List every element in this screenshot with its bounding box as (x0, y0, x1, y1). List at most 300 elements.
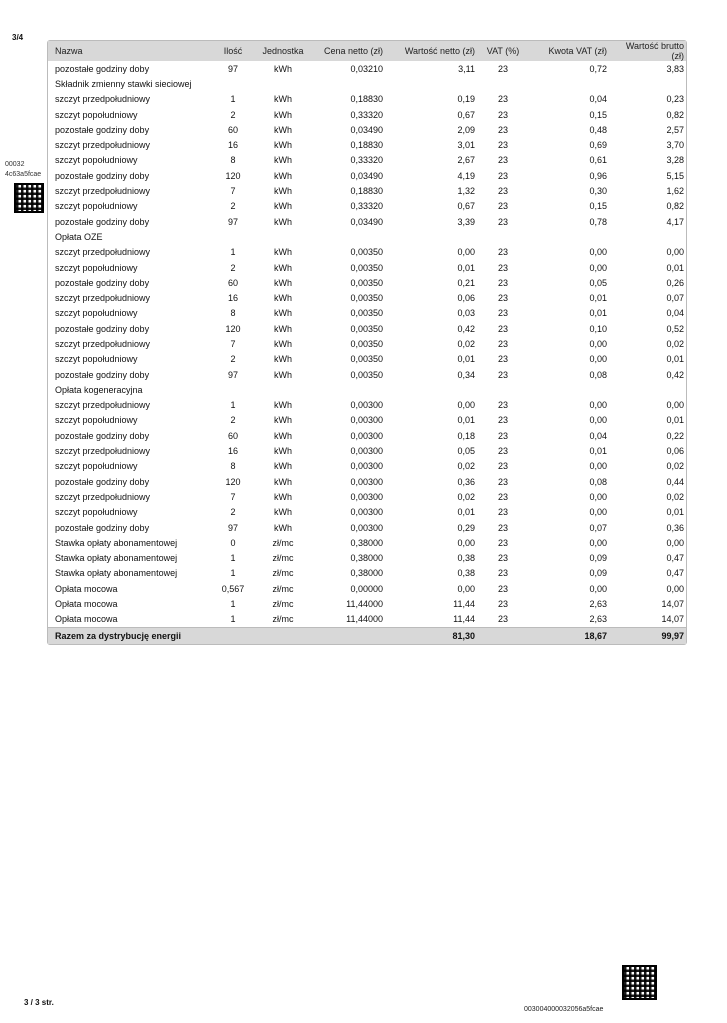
header-net-value: Wartość netto (zł) (385, 41, 477, 61)
cell-unit: kWh (274, 354, 292, 365)
cell-net-price: 0,00300 (350, 476, 383, 487)
cell-net-value: 0,29 (457, 522, 475, 533)
cell-gross-value: 0,23 (666, 94, 684, 105)
cell-name: pozostałe godziny doby (55, 522, 150, 533)
cell-unit: zł/mc (272, 537, 294, 548)
cell-net-value: 0,67 (457, 201, 475, 212)
cell-vat-amount: 2,63 (589, 614, 607, 625)
cell-unit: kWh (274, 338, 292, 349)
cell-unit: kWh (274, 522, 292, 533)
cell-gross-value: 0,02 (666, 338, 684, 349)
table-row (48, 443, 686, 458)
cell-unit: kWh (274, 186, 292, 197)
table-row (48, 474, 686, 489)
cell-gross-value: 0,00 (666, 400, 684, 411)
cell-quantity: 97 (227, 63, 238, 74)
cell-name: pozostałe godziny doby (55, 430, 150, 441)
cell-net-price: 0,00300 (350, 430, 383, 441)
cell-gross-value: 0,01 (666, 354, 684, 365)
cell-net-price: 0,03490 (350, 170, 383, 181)
cell-quantity: 1 (230, 247, 236, 258)
cell-unit: kWh (274, 94, 292, 105)
cell-gross-value: 1,62 (666, 186, 684, 197)
cell-net-value: 0,05 (457, 446, 475, 457)
total-net-value: 81,30 (385, 627, 477, 644)
header-unit: Jednostka (253, 41, 313, 61)
cell-vat-amount: 2,63 (589, 599, 607, 610)
table-row (48, 260, 686, 275)
cell-vat-amount: 0,09 (589, 553, 607, 564)
header-vat-rate: VAT (%) (477, 41, 529, 61)
cell-net-price: 0,18830 (350, 140, 383, 151)
cell-net-price: 0,00300 (350, 400, 383, 411)
cell-vat-rate: 23 (497, 63, 508, 74)
cell-name: szczyt popołudniowy (55, 201, 138, 212)
cell-vat-amount: 0,08 (589, 369, 607, 380)
cell-net-value: 0,00 (457, 583, 475, 594)
cell-name: szczyt przedpołudniowy (55, 293, 151, 304)
table-row (48, 321, 686, 336)
cell-gross-value: 0,52 (666, 323, 684, 334)
cell-gross-value: 0,00 (666, 537, 684, 548)
cell-vat-amount: 0,05 (589, 277, 607, 288)
cell-unit: zł/mc (272, 568, 294, 579)
cell-name: szczyt popołudniowy (55, 354, 138, 365)
cell-vat-amount: 0,00 (589, 491, 607, 502)
cell-vat-rate: 23 (497, 400, 508, 411)
cell-net-value: 0,38 (457, 553, 475, 564)
cell-name: szczyt przedpołudniowy (55, 446, 151, 457)
cell-gross-value: 0,02 (666, 461, 684, 472)
section-title: Opłata OZE (55, 231, 103, 242)
cell-vat-rate: 23 (497, 614, 508, 625)
cell-gross-value: 0,01 (666, 415, 684, 426)
invoice-table (48, 41, 686, 644)
cell-quantity: 120 (225, 323, 241, 334)
cell-vat-rate: 23 (497, 415, 508, 426)
cell-unit: kWh (274, 430, 292, 441)
cell-vat-rate: 23 (497, 277, 508, 288)
cell-unit: zł/mc (272, 583, 294, 594)
cell-vat-amount: 0,00 (589, 583, 607, 594)
table-row (48, 275, 686, 290)
cell-quantity: 2 (230, 201, 236, 212)
cell-name: Opłata mocowa (55, 583, 118, 594)
cell-net-value: 0,67 (457, 109, 475, 120)
cell-unit: kWh (274, 63, 292, 74)
cell-gross-value: 0,00 (666, 247, 684, 258)
cell-name: pozostałe godziny doby (55, 323, 150, 334)
cell-net-price: 0,38000 (350, 537, 383, 548)
table-row (48, 92, 686, 107)
cell-net-price: 0,00300 (350, 461, 383, 472)
cell-vat-amount: 0,69 (589, 140, 607, 151)
table-row (48, 428, 686, 443)
cell-net-price: 0,00300 (350, 507, 383, 518)
cell-name: pozostałe godziny doby (55, 63, 150, 74)
table-row (48, 290, 686, 305)
cell-name: szczyt popołudniowy (55, 109, 138, 120)
cell-unit: kWh (274, 491, 292, 502)
cell-gross-value: 0,01 (666, 262, 684, 273)
cell-net-value: 0,06 (457, 293, 475, 304)
cell-name: szczyt popołudniowy (55, 262, 138, 273)
total-gross-value: 99,97 (609, 627, 686, 644)
cell-net-value: 0,18 (457, 430, 475, 441)
cell-net-value: 0,38 (457, 568, 475, 579)
cell-vat-rate: 23 (497, 599, 508, 610)
table-header-row (48, 41, 686, 61)
table-row (48, 168, 686, 183)
header-net-price: Cena netto (zł) (313, 41, 385, 61)
cell-net-price: 0,00000 (350, 583, 383, 594)
cell-quantity: 2 (230, 507, 236, 518)
cell-quantity: 97 (227, 522, 238, 533)
cell-net-price: 0,00300 (350, 522, 383, 533)
cell-net-value: 0,03 (457, 308, 475, 319)
cell-unit: zł/mc (272, 553, 294, 564)
cell-vat-amount: 0,00 (589, 537, 607, 548)
table-row (48, 413, 686, 428)
table-row (48, 535, 686, 550)
header-name: Nazwa (48, 41, 213, 61)
cell-unit: kWh (274, 155, 292, 166)
table-row (48, 214, 686, 229)
table-row (48, 61, 686, 76)
cell-quantity: 97 (227, 369, 238, 380)
cell-net-value: 4,19 (457, 170, 475, 181)
cell-net-value: 0,02 (457, 338, 475, 349)
cell-vat-amount: 0,00 (589, 461, 607, 472)
total-vat-amount: 18,67 (529, 627, 609, 644)
table-row (48, 367, 686, 382)
cell-vat-amount: 0,00 (589, 415, 607, 426)
cell-unit: kWh (274, 216, 292, 227)
table-row (48, 612, 686, 628)
cell-vat-amount: 0,10 (589, 323, 607, 334)
cell-unit: zł/mc (272, 614, 294, 625)
cell-net-value: 11,44 (453, 599, 475, 610)
cell-vat-amount: 0,01 (589, 308, 607, 319)
cell-net-value: 11,44 (453, 614, 475, 625)
cell-quantity: 2 (230, 109, 236, 120)
table-row (48, 581, 686, 596)
cell-vat-amount: 0,00 (589, 354, 607, 365)
cell-vat-rate: 23 (497, 568, 508, 579)
cell-vat-amount: 0,07 (589, 522, 607, 533)
cell-name: pozostałe godziny doby (55, 216, 150, 227)
cell-vat-rate: 23 (497, 124, 508, 135)
cell-vat-rate: 23 (497, 338, 508, 349)
cell-gross-value: 5,15 (666, 170, 684, 181)
table-row (48, 137, 686, 152)
cell-vat-rate: 23 (497, 308, 508, 319)
cell-quantity: 1 (230, 94, 236, 105)
cell-net-value: 0,19 (457, 94, 475, 105)
cell-vat-amount: 0,15 (589, 109, 607, 120)
cell-name: Opłata mocowa (55, 614, 118, 625)
cell-unit: kWh (274, 308, 292, 319)
cell-vat-rate: 23 (497, 262, 508, 273)
cell-net-price: 0,38000 (350, 553, 383, 564)
cell-name: pozostałe godziny doby (55, 369, 150, 380)
cell-quantity: 2 (230, 354, 236, 365)
cell-gross-value: 0,26 (666, 277, 684, 288)
cell-net-value: 0,01 (457, 354, 475, 365)
cell-gross-value: 0,06 (666, 446, 684, 457)
cell-vat-rate: 23 (497, 537, 508, 548)
section-header-row (48, 382, 686, 397)
cell-vat-amount: 0,09 (589, 568, 607, 579)
cell-net-price: 0,00350 (350, 262, 383, 273)
section-title: Opłata kogeneracyjna (55, 384, 143, 395)
cell-name: szczyt przedpołudniowy (55, 94, 151, 105)
cell-net-price: 11,44000 (346, 599, 383, 610)
cell-name: szczyt popołudniowy (55, 415, 138, 426)
cell-net-price: 0,00350 (350, 354, 383, 365)
cell-gross-value: 14,07 (661, 599, 684, 610)
cell-quantity: 120 (225, 170, 241, 181)
cell-name: szczyt przedpołudniowy (55, 338, 151, 349)
cell-name: szczyt popołudniowy (55, 155, 138, 166)
cell-quantity: 1 (230, 568, 236, 579)
cell-vat-rate: 23 (497, 369, 508, 380)
cell-unit: zł/mc (272, 599, 294, 610)
cell-vat-amount: 0,04 (589, 94, 607, 105)
table-row (48, 520, 686, 535)
cell-gross-value: 0,82 (666, 201, 684, 212)
cell-vat-rate: 23 (497, 476, 508, 487)
cell-vat-rate: 23 (497, 430, 508, 441)
cell-gross-value: 0,47 (666, 568, 684, 579)
cell-net-value: 0,02 (457, 461, 475, 472)
cell-name: Stawka opłaty abonamentowej (55, 568, 178, 579)
cell-net-price: 0,33320 (350, 155, 383, 166)
cell-name: Stawka opłaty abonamentowej (55, 553, 178, 564)
cell-unit: kWh (274, 109, 292, 120)
cell-vat-rate: 23 (497, 491, 508, 502)
table-row (48, 566, 686, 581)
side-code-line-1: 00032 (5, 161, 25, 168)
cell-quantity: 8 (230, 155, 236, 166)
cell-unit: kWh (274, 140, 292, 151)
cell-net-price: 0,00350 (350, 277, 383, 288)
cell-vat-rate: 23 (497, 507, 508, 518)
cell-quantity: 60 (227, 277, 238, 288)
side-qr-code-icon (14, 183, 44, 213)
cell-unit: kWh (274, 369, 292, 380)
document-code: 003004000032056a5fcae (524, 1006, 604, 1013)
cell-net-value: 0,00 (457, 537, 475, 548)
cell-net-value: 0,01 (457, 507, 475, 518)
cell-quantity: 2 (230, 415, 236, 426)
cell-quantity: 1 (230, 599, 236, 610)
cell-gross-value: 0,47 (666, 553, 684, 564)
cell-unit: kWh (274, 323, 292, 334)
cell-gross-value: 4,17 (666, 216, 684, 227)
cell-gross-value: 0,07 (666, 293, 684, 304)
cell-net-price: 0,18830 (350, 186, 383, 197)
cell-vat-amount: 0,04 (589, 430, 607, 441)
cell-quantity: 120 (225, 476, 241, 487)
cell-vat-amount: 0,08 (589, 476, 607, 487)
table-row (48, 245, 686, 260)
cell-vat-rate: 23 (497, 293, 508, 304)
cell-unit: kWh (274, 293, 292, 304)
cell-quantity: 0 (230, 537, 236, 548)
section-header-row (48, 76, 686, 91)
header-quantity: Ilość (213, 41, 253, 61)
cell-vat-rate: 23 (497, 170, 508, 181)
table-row (48, 306, 686, 321)
cell-quantity: 97 (227, 216, 238, 227)
cell-vat-rate: 23 (497, 140, 508, 151)
cell-quantity: 7 (230, 186, 236, 197)
cell-vat-amount: 0,30 (589, 186, 607, 197)
cell-vat-amount: 0,72 (589, 63, 607, 74)
cell-net-price: 0,00300 (350, 491, 383, 502)
cell-unit: kWh (274, 461, 292, 472)
cell-quantity: 7 (230, 338, 236, 349)
cell-vat-amount: 0,00 (589, 262, 607, 273)
cell-vat-rate: 23 (497, 461, 508, 472)
cell-gross-value: 3,28 (666, 155, 684, 166)
cell-name: szczyt popołudniowy (55, 461, 138, 472)
cell-quantity: 8 (230, 308, 236, 319)
cell-gross-value: 14,07 (661, 614, 684, 625)
header-vat-amount: Kwota VAT (zł) (529, 41, 609, 61)
cell-net-price: 11,44000 (346, 614, 383, 625)
cell-unit: kWh (274, 476, 292, 487)
cell-vat-rate: 23 (497, 109, 508, 120)
cell-quantity: 60 (227, 124, 238, 135)
cell-net-price: 0,33320 (350, 201, 383, 212)
total-row (48, 627, 686, 644)
cell-vat-rate: 23 (497, 354, 508, 365)
cell-vat-rate: 23 (497, 583, 508, 594)
cell-vat-amount: 0,00 (589, 507, 607, 518)
cell-vat-rate: 23 (497, 323, 508, 334)
cell-net-value: 0,02 (457, 491, 475, 502)
invoice-table-container (47, 40, 687, 645)
cell-gross-value: 0,42 (666, 369, 684, 380)
cell-net-value: 1,32 (457, 186, 475, 197)
cell-name: pozostałe godziny doby (55, 170, 150, 181)
cell-net-price: 0,33320 (350, 109, 383, 120)
cell-gross-value: 3,83 (666, 63, 684, 74)
section-header-row (48, 229, 686, 244)
cell-net-price: 0,03210 (350, 63, 383, 74)
cell-gross-value: 0,44 (666, 476, 684, 487)
cell-vat-rate: 23 (497, 446, 508, 457)
table-row (48, 183, 686, 198)
table-row (48, 505, 686, 520)
cell-net-value: 3,11 (458, 63, 475, 74)
cell-net-price: 0,00350 (350, 323, 383, 334)
cell-net-price: 0,00350 (350, 338, 383, 349)
page-count: 3 / 3 str. (24, 998, 54, 1007)
table-row (48, 352, 686, 367)
cell-quantity: 16 (227, 446, 238, 457)
cell-net-price: 0,00350 (350, 369, 383, 380)
table-row (48, 489, 686, 504)
cell-unit: kWh (274, 277, 292, 288)
cell-gross-value: 0,00 (666, 583, 684, 594)
cell-net-value: 0,36 (457, 476, 475, 487)
cell-unit: kWh (274, 247, 292, 258)
cell-net-price: 0,38000 (350, 568, 383, 579)
cell-vat-amount: 0,96 (589, 170, 607, 181)
cell-net-value: 0,34 (457, 369, 475, 380)
cell-vat-rate: 23 (497, 522, 508, 533)
cell-name: szczyt przedpołudniowy (55, 491, 151, 502)
cell-gross-value: 0,04 (666, 308, 684, 319)
cell-net-value: 0,21 (457, 277, 475, 288)
cell-vat-amount: 0,61 (589, 155, 607, 166)
cell-gross-value: 0,01 (666, 507, 684, 518)
page-marker: 3/4 (12, 33, 24, 42)
table-row (48, 107, 686, 122)
cell-name: pozostałe godziny doby (55, 124, 150, 135)
cell-quantity: 1 (230, 553, 236, 564)
cell-unit: kWh (274, 262, 292, 273)
cell-vat-amount: 0,01 (589, 293, 607, 304)
cell-net-price: 0,03490 (350, 216, 383, 227)
cell-quantity: 1 (230, 614, 236, 625)
cell-quantity: 0,567 (221, 583, 245, 594)
cell-net-value: 3,01 (457, 140, 475, 151)
cell-name: Opłata mocowa (55, 599, 118, 610)
cell-vat-rate: 23 (497, 186, 508, 197)
cell-vat-rate: 23 (497, 155, 508, 166)
table-row (48, 336, 686, 351)
cell-quantity: 7 (230, 491, 236, 502)
cell-name: pozostałe godziny doby (55, 277, 150, 288)
cell-net-value: 0,42 (457, 323, 475, 334)
section-title: Składnik zmienny stawki sieciowej (55, 78, 192, 89)
cell-name: szczyt popołudniowy (55, 507, 138, 518)
table-row (48, 596, 686, 611)
cell-net-price: 0,18830 (350, 94, 383, 105)
cell-vat-amount: 0,00 (589, 247, 607, 258)
cell-gross-value: 0,22 (666, 430, 684, 441)
total-label: Razem za dystrybucję energii (48, 627, 213, 644)
cell-net-price: 0,00350 (350, 308, 383, 319)
cell-gross-value: 3,70 (666, 140, 684, 151)
cell-vat-amount: 0,00 (589, 400, 607, 411)
cell-net-price: 0,00350 (350, 293, 383, 304)
cell-name: Stawka opłaty abonamentowej (55, 537, 178, 548)
side-code-line-2: 4c63a5fcae (5, 171, 42, 178)
cell-unit: kWh (274, 400, 292, 411)
cell-name: szczyt przedpołudniowy (55, 140, 151, 151)
cell-gross-value: 0,36 (666, 522, 684, 533)
cell-unit: kWh (274, 124, 292, 135)
cell-vat-amount: 0,01 (589, 446, 607, 457)
cell-quantity: 2 (230, 262, 236, 273)
cell-name: szczyt przedpołudniowy (55, 247, 151, 258)
cell-net-price: 0,00300 (350, 446, 383, 457)
table-row (48, 551, 686, 566)
cell-unit: kWh (274, 201, 292, 212)
cell-name: pozostałe godziny doby (55, 476, 150, 487)
cell-vat-amount: 0,48 (589, 124, 607, 135)
cell-quantity: 8 (230, 461, 236, 472)
cell-net-value: 2,09 (457, 124, 475, 135)
cell-vat-rate: 23 (497, 216, 508, 227)
table-body (48, 61, 686, 627)
cell-net-price: 0,00300 (350, 415, 383, 426)
